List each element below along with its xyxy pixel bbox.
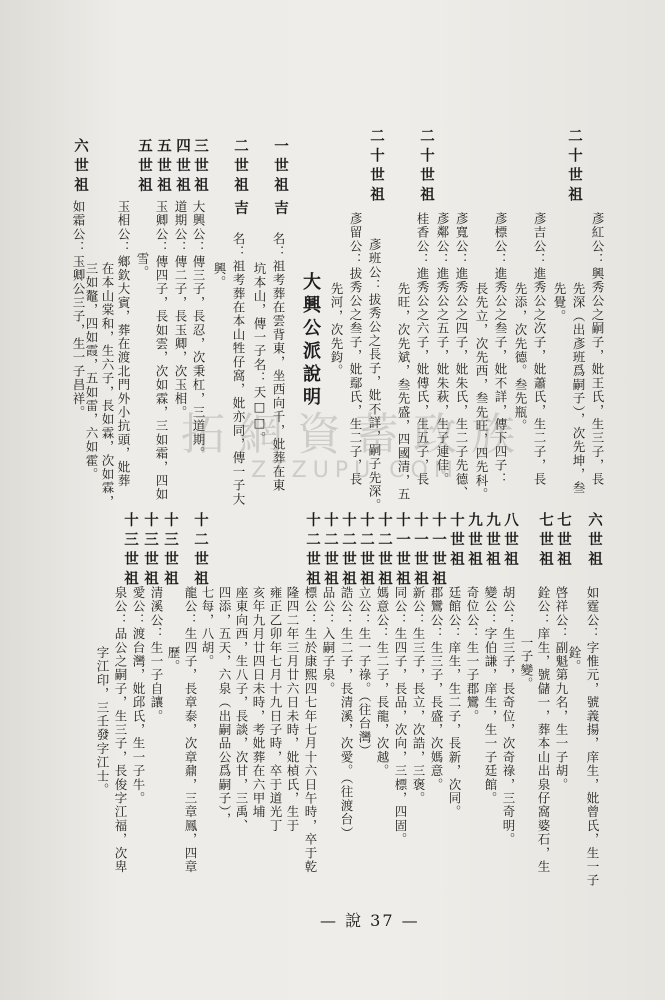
generation-heading: 五世祖 [155, 138, 172, 197]
generation-heading: 八世祖 [502, 512, 519, 571]
entry-text: 胡公：生三子，長奇位，次奇祿，三奇明。 [501, 586, 516, 847]
generation-heading: 六世祖 [72, 138, 89, 197]
entry-text: 先河，次先鈞。 [329, 282, 344, 378]
entry-text: 興。 [212, 262, 227, 290]
entry-text: 雪。 [135, 252, 150, 280]
generation-heading: 五世祖 [136, 138, 153, 197]
entry-text: 坑本山，傳一子名：天□□。 [252, 262, 267, 446]
entry-text: 桂香公：進秀公之六子，妣傅氏，生五子，長 [415, 212, 430, 486]
entry-text: 歷。 [166, 646, 181, 674]
entry-text: 彥標公：進秀公之叁子，妣不詳，傳下四子： [493, 212, 508, 486]
generation-heading: 十三世祖 [142, 512, 159, 590]
entry-text: 奇位公：生一子郡鸞。 [465, 586, 480, 723]
generation-heading: 二十世祖 [418, 128, 435, 206]
entry-text: 玉相公：鄉欽大賓，葬在渡北門外小抗頭，妣葬 [116, 200, 131, 488]
entry-text: 先添，次先德。叁先瓶。 [513, 282, 528, 433]
entry-text: 座東向西，生八子，長談，次甘，三禹、 [234, 586, 249, 833]
section-title: 大興公派說明 [300, 272, 321, 410]
entry-text: 四添，五天，六泉（出嗣品公爲嗣子）， [217, 586, 232, 827]
generation-heading: 十三世祖 [122, 512, 139, 590]
generation-heading: 四世祖 [174, 138, 191, 197]
entry-text: 如霜公：玉卿公三子，生一子昌祥。 [71, 200, 86, 420]
entry-text: 立公：生一子祿。（往台灣） [357, 586, 372, 758]
generation-heading: 十三世祖 [162, 512, 179, 590]
entry-text: 如霆公：字惟元，號義揚，庠生，妣曾氏，生一子 [585, 586, 600, 888]
generation-heading: 九世祖 [484, 512, 501, 571]
generation-heading: 十世祖 [448, 512, 465, 571]
entry-text: 品公：入嗣子泉。 [321, 586, 336, 696]
generation-heading: 十一世祖 [412, 512, 429, 590]
generation-heading: 十一世祖 [394, 512, 411, 590]
entry-text: 清溪公：生一子自讓。 [149, 586, 164, 723]
entry-text: 隆四二年三月廿六日未時，妣楨氏，生于 [285, 586, 300, 833]
entry-text: 標公：生於康熙四七年七月十六日午時，卒于乾 [303, 586, 318, 874]
watermark-url: ZTZUPU.COM [251, 457, 459, 483]
entry-text: 雍正乙卯年七月十九日子時，卒于道光丁 [268, 586, 283, 833]
ancestor-name: 吉 [232, 200, 249, 220]
generation-heading: 十二世祖 [340, 512, 357, 590]
page-number: — 說 37 — [320, 911, 420, 930]
generation-heading: 二世祖 [232, 138, 249, 197]
entry-text: 同公：生四子，長品，次向，三標，四固。 [393, 586, 408, 847]
entry-text: 玉卿公：傳四子，長如雲，次如霖，三如霜，四如 [154, 200, 169, 502]
generation-heading: 十二世祖 [322, 512, 339, 590]
entry-text: 三如鼇，四如霞，五如雷，六如霍。 [84, 262, 99, 482]
entry-text: 先旺，次先斌，叁先盛，四國清，五 [396, 282, 411, 502]
entry-text: 銓公：庠生，號儲一，葬本山出泉仔窩婆石，生 [536, 586, 551, 874]
entry-text: 愛公：渡台灣，妣邱氏，生一子牛。 [131, 586, 146, 806]
generation-heading: 七世祖 [537, 512, 554, 571]
generation-heading: 七世祖 [555, 512, 572, 571]
entry-text: 媽意公：生二子，長龍，次越。 [375, 586, 390, 778]
entry-text: 誥公：生二子，長清溪，次愛。（往渡台） [339, 586, 354, 841]
generation-heading: 二十世祖 [566, 128, 583, 206]
generation-heading: 二十世祖 [368, 128, 385, 206]
generation-heading: 三世祖 [192, 138, 209, 197]
entry-text: 先深（出彥班爲嗣子），次先坤，叁 [571, 282, 586, 495]
entry-text: 泉公：品公之嗣子，生三子，長俊字江福，次卑 [113, 586, 128, 874]
entry-text: 字江印，三壬發字江士。 [95, 646, 110, 797]
generation-heading: 九世祖 [466, 512, 483, 571]
entry-text: 長先立，次先西，叁先旺，四先科。 [474, 282, 489, 502]
entry-text: 新公：生三子，長立，次誥，三褒。 [411, 586, 426, 806]
entry-text: 啓祥公：副魁第九名，生一子胡。 [554, 586, 569, 792]
entry-text: 名：祖考葬在雲背東，坐西向千，妣葬在東 [271, 232, 286, 493]
ancestor-name: 吉 [272, 200, 289, 220]
watermark-text: 拓網資蓄政族 [181, 408, 529, 460]
entry-text: 在本山棠和，生六子，長如霖，次如霖， [100, 262, 115, 509]
generation-heading: 十二世祖 [192, 512, 209, 590]
generation-heading: 十二世祖 [358, 512, 375, 590]
entry-text: 七每，八胡。 [200, 586, 215, 669]
entry-text: 彥寬公：進秀公之四子，妣朱氏，生二子先德、 [454, 212, 469, 500]
entry-text: 一子變。 [519, 636, 534, 691]
entry-text: 亥年九月廿四日未時，考妣葬在六甲埔 [251, 586, 266, 819]
generation-heading: 十二世祖 [376, 512, 393, 590]
entry-text: 彥吉公：進秀公之次子，妣蕭氏，生二子，長 [532, 212, 547, 486]
entry-text: 先覺。 [552, 282, 567, 324]
entry-text: 彥班公：拔秀公之長子，妣不詳，嗣子先深。 [367, 238, 382, 512]
entry-text: 郡鸞公：生三子，長盛，次媽意。 [429, 586, 444, 792]
generation-heading: 六世祖 [586, 512, 603, 571]
generation-heading: 十二世祖 [304, 512, 321, 590]
entry-text: 變公：字伯謙，庠生，生一子廷館。 [483, 586, 498, 806]
entry-text: 道期公：傳二子，長玉卿，次玉相。 [173, 200, 188, 420]
entry-text: 龍公：生四子，長章泰，次章鼐，三章鳳，四章 [183, 586, 198, 874]
entry-text: 彥鄰公：進秀公之五子，妣朱萩，生子連佳。 [435, 212, 450, 486]
entry-text: 廷館公：庠生，生二子，長新，次同。 [447, 586, 462, 819]
generation-heading: 一世祖 [272, 138, 289, 197]
entry-text: 彥紅公：興秀公之嗣子，妣王氏，生三子，長 [590, 212, 605, 486]
entry-text: 大興公：傳三子，長忍，次秉杠，三道期。 [191, 200, 206, 461]
entry-text: 名：祖考葬在本山牲仔窩，妣亦同，傳一子大 [231, 232, 246, 506]
entry-text: 彥留公：拔秀公之叁子，妣鄢氏，生二子，長 [348, 212, 363, 486]
generation-heading: 十一世祖 [430, 512, 447, 590]
entry-text: 銓。 [567, 646, 582, 674]
